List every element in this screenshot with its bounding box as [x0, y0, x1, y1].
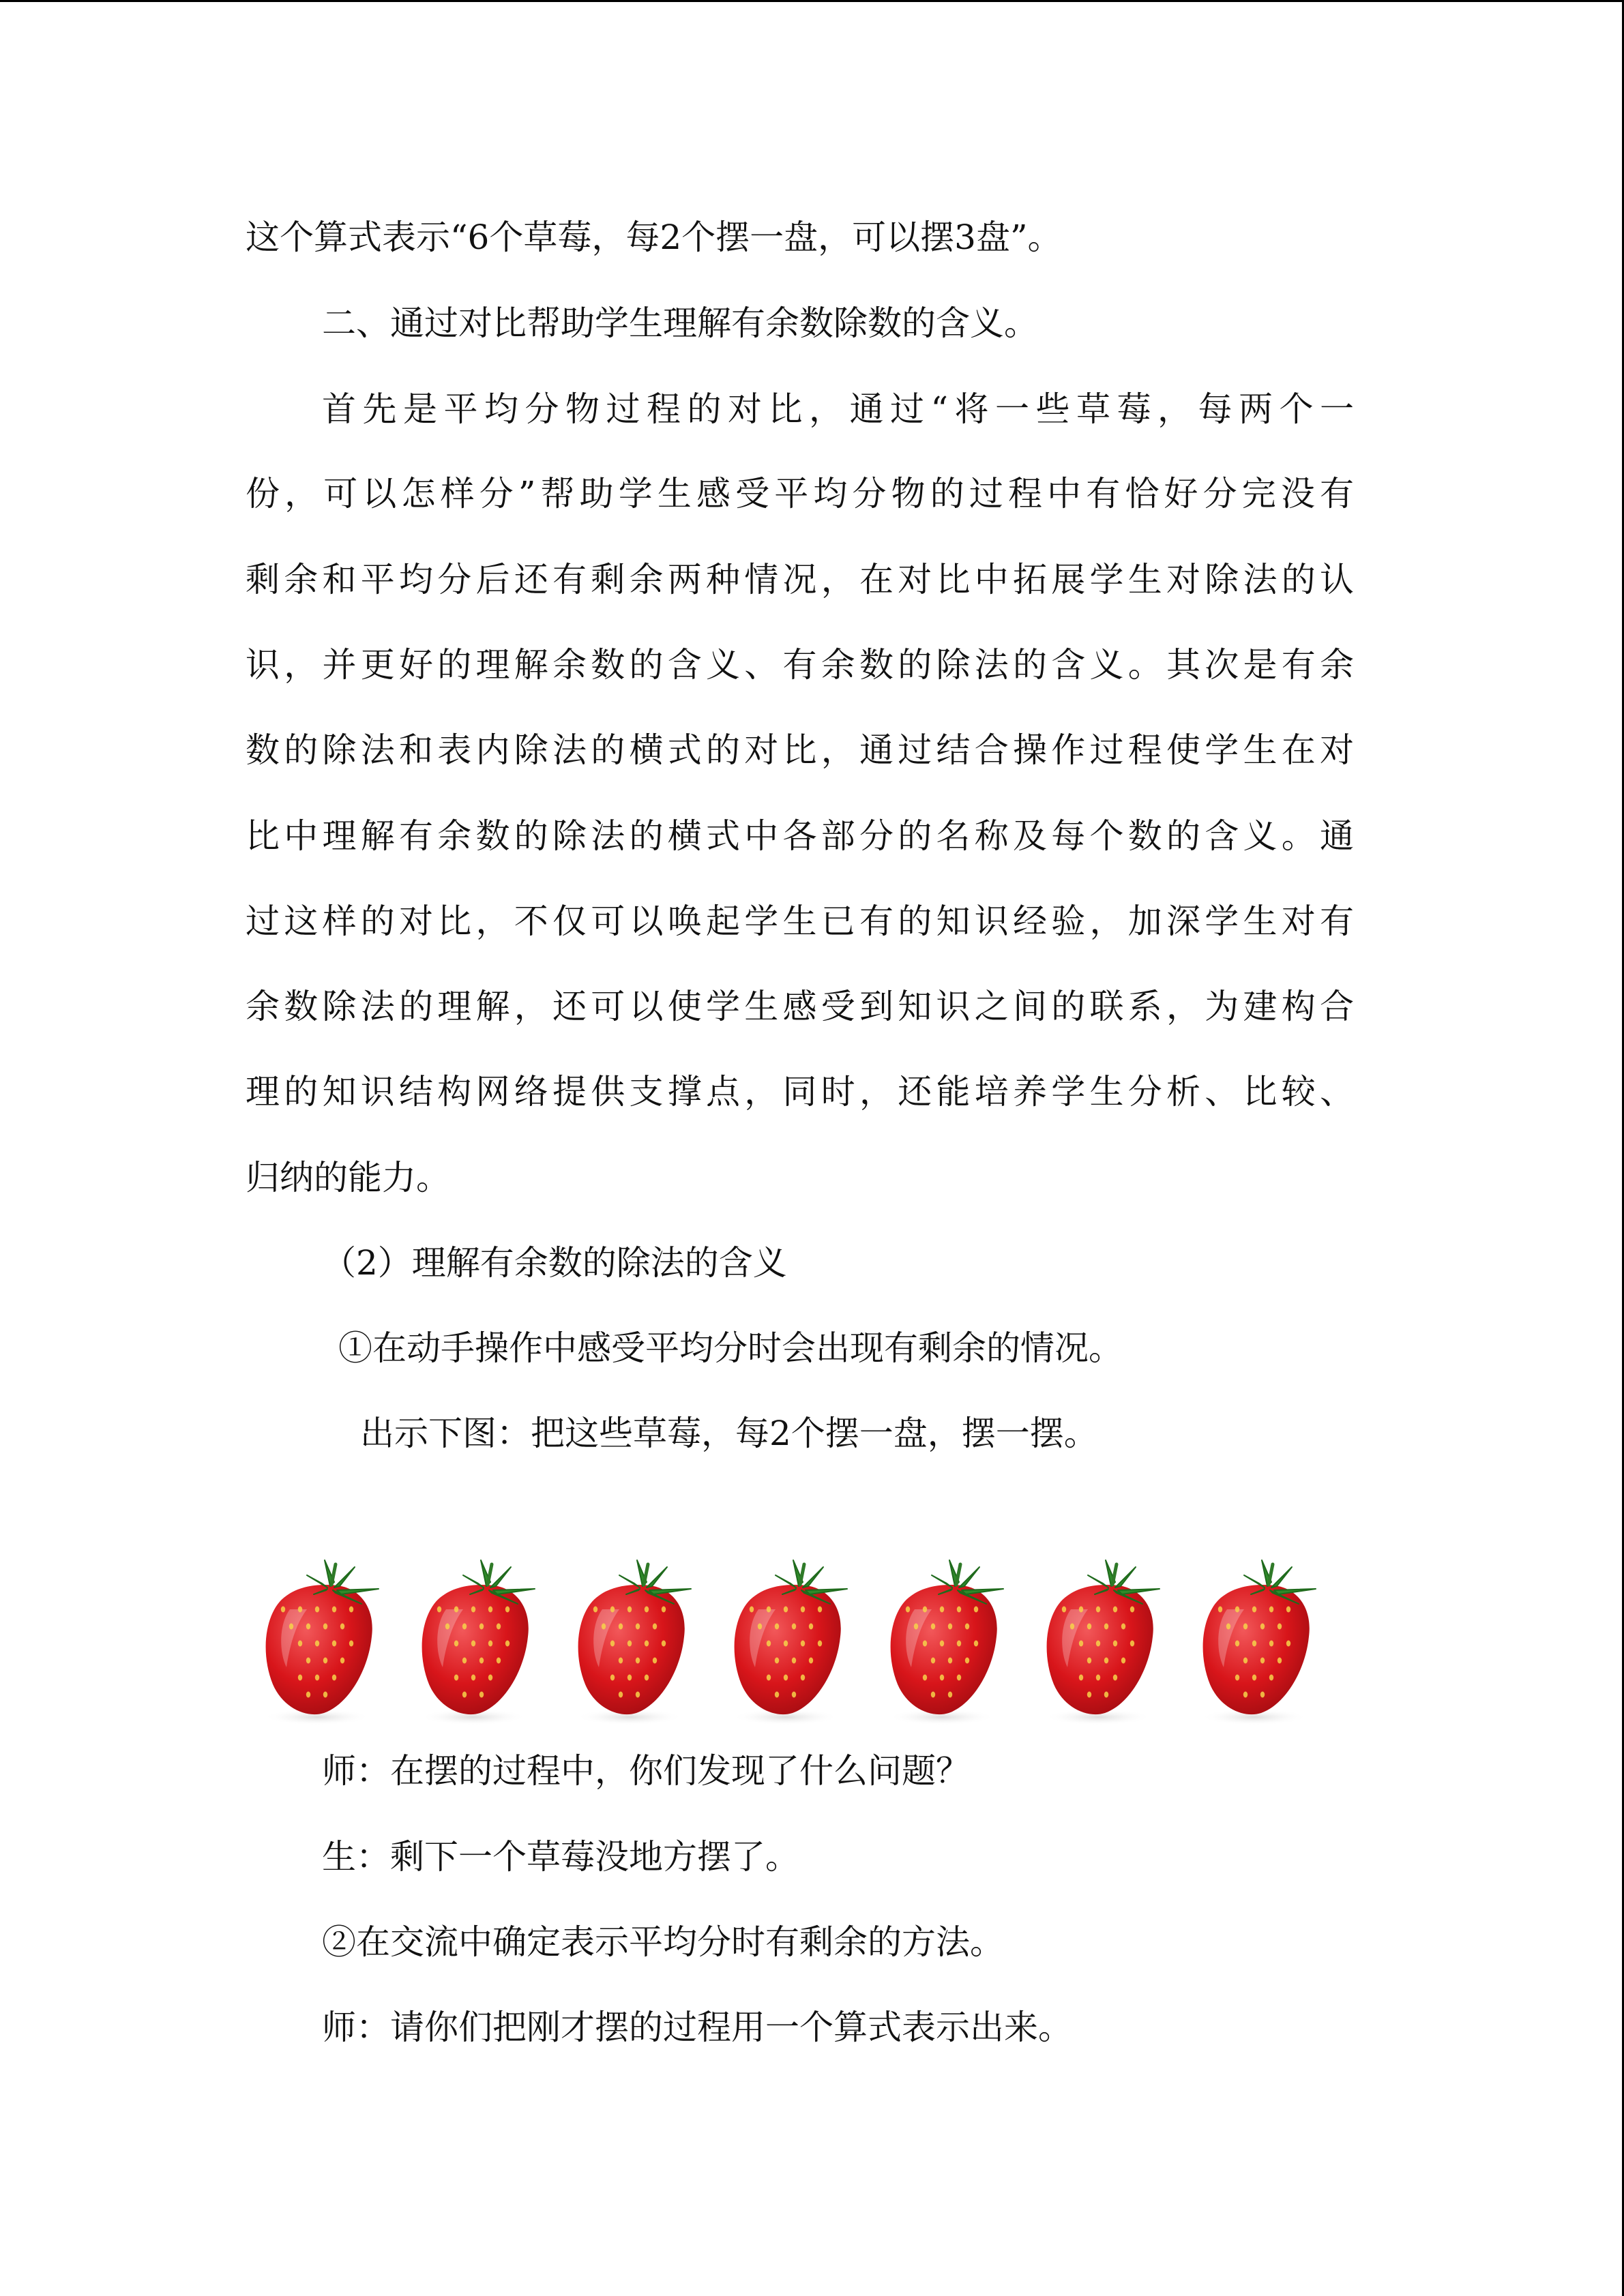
- paragraph-2-line-2: 份，可以怎样分”帮助学生感受平均分物的过程中有恰好分完没有: [246, 474, 1354, 513]
- teacher-instruction: 师：请你们把刚才摆的过程用一个算式表示出来。: [322, 2008, 1072, 2047]
- strawberry: [420, 1560, 535, 1725]
- strawberry: [1045, 1560, 1160, 1725]
- student-answer: 生：剩下一个草莓没地方摆了。: [322, 1837, 799, 1877]
- paragraph-2-line-4: 识，并更好的理解余数的含义、有余数的除法的含义。其次是有余: [246, 645, 1354, 685]
- teacher-question: 师：在摆的过程中，你们发现了什么问题？: [322, 1751, 970, 1791]
- strawberry: [733, 1560, 847, 1725]
- page-border-top: [0, 0, 1624, 2]
- figure-instruction: 出示下图：把这些草莓，每2个摆一盘，摆一摆。: [360, 1414, 1098, 1453]
- paragraph-2-line-9: 理的知识结构网络提供支撑点，同时，还能培养学生分析、比较、: [246, 1072, 1354, 1112]
- strawberry: [576, 1560, 691, 1725]
- step-2-heading: ②在交流中确定表示平均分时有剩余的方法。: [322, 1922, 1004, 1962]
- strawberry: [1201, 1560, 1316, 1725]
- paragraph-2-line-7: 过这样的对比，不仅可以唤起学生已有的知识经验，加深学生对有: [246, 901, 1354, 941]
- paragraph-2-line-1: 首先是平均分物过程的对比，通过“将一些草莓，每两个一: [322, 389, 1354, 429]
- paragraph-1: 这个算式表示“6个草莓，每2个摆一盘，可以摆3盘”。: [246, 218, 1062, 257]
- paragraph-2-line-5: 数的除法和表内除法的横式的对比，通过结合操作过程使学生在对: [246, 730, 1354, 770]
- section-heading: 二、通过对比帮助学生理解有余数除数的含义。: [322, 303, 1038, 343]
- strawberry: [264, 1560, 379, 1725]
- paragraph-2-line-3: 剩余和平均分后还有剩余两种情况，在对比中拓展学生对除法的认: [246, 560, 1354, 599]
- step-1-heading: ①在动手操作中感受平均分时会出现有剩余的情况。: [338, 1328, 1123, 1368]
- subsection-heading: （2）理解有余数的除法的含义: [322, 1243, 787, 1283]
- paragraph-2-line-6: 比中理解有余数的除法的横式中各部分的名称及每个数的含义。通: [246, 816, 1354, 856]
- strawberry-figure: [252, 1555, 1330, 1732]
- paragraph-2-line-10: 归纳的能力。: [246, 1158, 450, 1197]
- strawberry: [889, 1560, 1003, 1725]
- strawberry-illustration: [252, 1555, 1330, 1732]
- paragraph-2-line-8: 余数除法的理解，还可以使学生感受到知识之间的联系，为建构合: [246, 987, 1354, 1026]
